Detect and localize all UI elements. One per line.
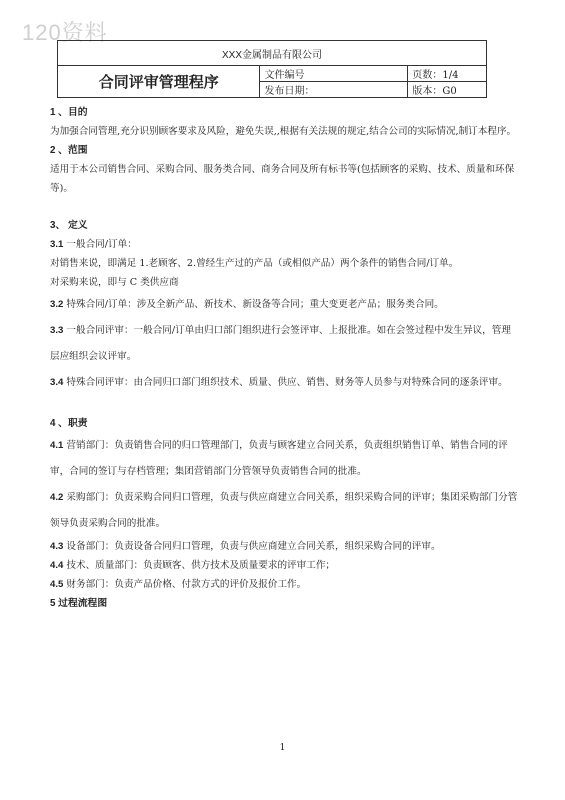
issue-date-label: 发布日期： bbox=[260, 82, 408, 98]
section-purpose-text: 为加强合同管理,充分识别顾客要求及风险，避免失误,,根据有关法规的规定,结合公司的实际情况,制订本程序。 bbox=[50, 126, 517, 137]
definition-3-1-purchase: 对采购来说，即与 C 类供应商 bbox=[50, 277, 179, 288]
responsibility-4-2: 4.2 采购部门：负责采购合同归口管理，负责与供应商建立合同关系，组织采购合同的评审；集团采购部门分管领导负责采购合同的批准。 bbox=[50, 492, 518, 529]
document-body bbox=[50, 103, 520, 613]
page-number: 1 bbox=[279, 743, 286, 753]
company-name: XXX金属制品有限公司 bbox=[58, 41, 487, 66]
definition-3-4: 3.4 特殊合同评审：由合同归口部门组织技术、质量、供应、销售、财务等人员参与对特殊合同的逐条评审。 bbox=[50, 377, 508, 388]
section-scope-text: 适用于本公司销售合同、采购合同、服务类合同、商务合同及所有标书等(包括顾客的采购、技术、质量和环保等)。 bbox=[50, 164, 515, 194]
definition-3-1: 3.1 一般合同/订单： bbox=[50, 239, 137, 250]
version-label: 版本：G0 bbox=[408, 82, 487, 98]
definition-3-1-sales: 对销售来说，即满足 1.老顾客、2.曾经生产过的产品（或相似产品）两个条件的销售合同/订单。 bbox=[50, 258, 459, 269]
watermark: 120资料 bbox=[22, 20, 108, 45]
section-responsibilities-heading: 4 、职责 bbox=[50, 418, 88, 429]
definition-3-2: 3.2 特殊合同/订单：涉及全新产品、新技术、新设备等合同；重大变更老产品；服务类合同。 bbox=[50, 299, 444, 310]
section-definitions-heading: 3、 定义 bbox=[50, 220, 88, 231]
document-title: 合同评审管理程序 bbox=[58, 66, 260, 98]
responsibility-4-1: 4.1 营销部门：负责销售合同的归口管理部门，负责与顾客建立合同关系，负责组织销售订单、销售合同的评审，合同的签订与存档管理；集团营销部门分管领导负责销售合同的批准。 bbox=[50, 440, 508, 477]
file-number-label: 文件编号 bbox=[260, 66, 408, 82]
section-flowchart-heading: 5 过程流程图 bbox=[50, 598, 108, 609]
section-scope-heading: 2 、范围 bbox=[50, 145, 88, 156]
section-purpose-heading: 1 、目的 bbox=[50, 107, 88, 118]
responsibility-4-4: 4.4 技术、质量部门：负责顾客、供方技术及质量要求的评审工作； bbox=[50, 560, 336, 571]
document-header-table bbox=[57, 40, 487, 98]
definition-3-3: 3.3 一般合同评审：一般合同/订单由归口部门组织进行会签评审、上报批准。如在会签过程中发生异议，管理层应组织会议评审。 bbox=[50, 325, 511, 362]
responsibility-4-3: 4.3 设备部门：负责设备合同归口管理，负责与供应商建立合同关系，组织采购合同的评审。 bbox=[50, 541, 441, 552]
responsibility-4-5: 4.5 财务部门：负责产品价格、付款方式的评价及报价工作。 bbox=[50, 579, 307, 590]
page-count-label: 页数：1/4 bbox=[408, 66, 487, 82]
